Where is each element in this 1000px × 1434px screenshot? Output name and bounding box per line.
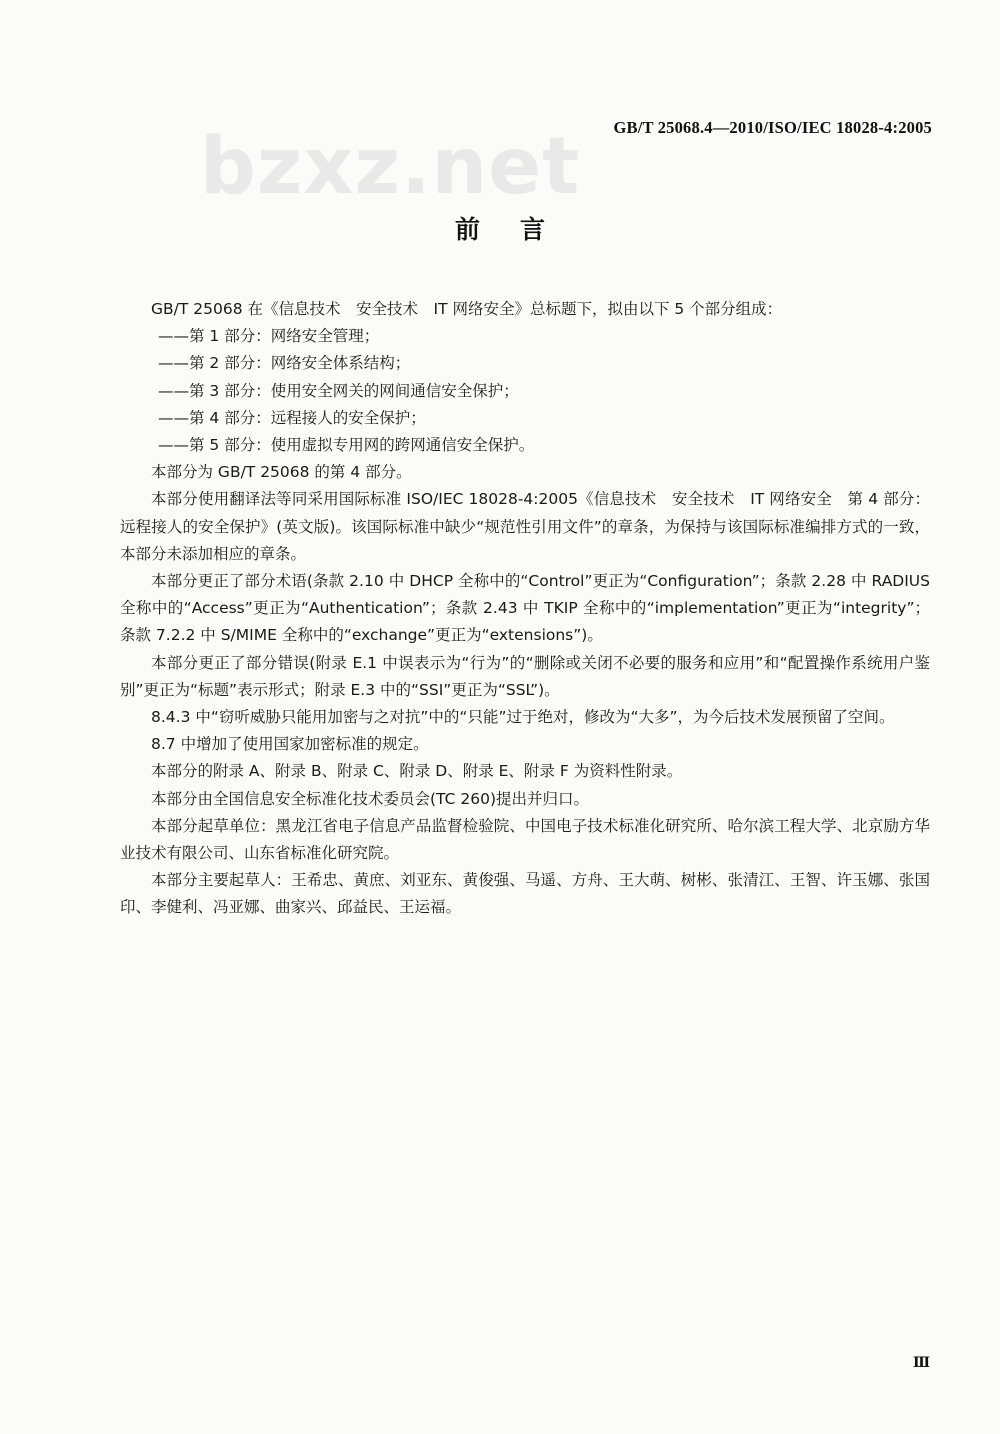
paragraph-part-number: 本部分为 GB/T 25068 的第 4 部分。 (151, 463, 412, 482)
page-title: 前言 (454, 215, 585, 244)
paragraph-8-4-3: 8.4.3 中“窃听威胁只能用加密与之对抗”中的“只能”过于绝对，修改为“大多”，为今后技术发展预留了空间。 (151, 708, 895, 727)
watermark: bzxz.net (200, 122, 581, 212)
part-list-item-2: ——第 2 部分：网络安全体系结构； (158, 354, 411, 373)
paragraph-error-corrections: 本部分更正了部分错误(附录 E.1 中误表示为“行为”的“删除或关闭不必要的服务和应用”和“配置操作系统用户鉴别”更正为“标题”表示形式；附录 E.3 中的“SSI”更正为“SSL”)。 (120, 653, 930, 699)
paragraph-drafting-units: 本部分起草单位：黑龙江省电子信息产品监督检验院、中国电子技术标准化研究所、哈尔滨工程大学、北京励方华业技术有限公司、山东省标准化研究院。 (120, 816, 930, 863)
intro-paragraph: GB/T 25068 在《信息技术 安全技术 IT 网络安全》总标题下，拟由以下 5 个部分组成： (151, 300, 783, 318)
standard-code: GB/T 25068.4—2010/ISO/IEC 18028-4:2005 (613, 118, 932, 137)
paragraph-proposer: 本部分由全国信息安全标准化技术委员会(TC 260)提出并归口。 (151, 789, 589, 808)
part-list-item-1: ——第 1 部分：网络安全管理； (158, 327, 380, 346)
part-list-item-5: ——第 5 部分：使用虚拟专用网的跨网通信安全保护。 (158, 436, 535, 455)
page-number: Ⅲ (912, 1355, 930, 1371)
paragraph-8-7: 8.7 中增加了使用国家加密标准的规定。 (151, 735, 429, 754)
paragraph-annexes: 本部分的附录 A、附录 B、附录 C、附录 D、附录 E、附录 F 为资料性附录。 (151, 762, 683, 781)
part-list-item-4: ——第 4 部分：远程接人的安全保护； (158, 408, 426, 427)
paragraph-adoption: 本部分使用翻译法等同采用国际标准 ISO/IEC 18028-4:2005《信息技术 安全技术 IT 网络安全 第 4 部分：远程接人的安全保护》(英文版)。该国际标准中缺少“规范性引用文件”的章条，为保持与该国际标准编排方式的一致，本部分未添加相应的章条。 (120, 490, 930, 563)
paragraph-drafters: 本部分主要起草人：王希忠、黄庶、刘亚东、黄俊强、马遥、方舟、王大萌、树彬、张清江、王智、许玉娜、张国印、李健利、冯亚娜、曲家兴、邱益民、王运福。 (120, 871, 930, 917)
foreword-body (120, 296, 930, 922)
paragraph-term-corrections: 本部分更正了部分术语(条款 2.10 中 DHCP 全称中的“Control”更正为“Configuration”；条款 2.28 中 RADIUS 全称中的“Access”更正为“Authentication”；条款 2.43 中 TKIP 全称中的“implementation”更正为“integrity”；条款 7.2.2 中 S/MIME 全称中的“exchange”更正为“extensions”)。 (120, 572, 930, 645)
part-list-item-3: ——第 3 部分：使用安全网关的网间通信安全保护； (158, 381, 519, 400)
